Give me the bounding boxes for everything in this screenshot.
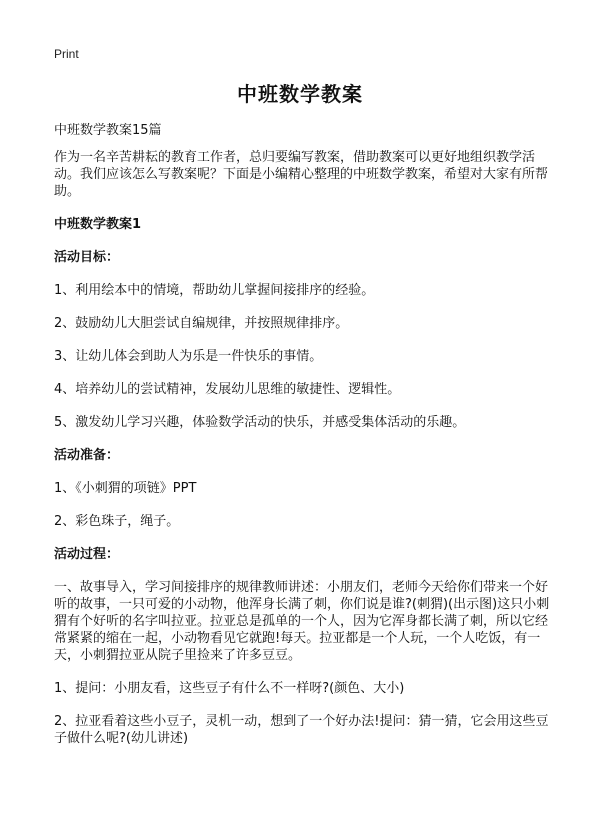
intro-paragraph: 作为一名辛苦耕耘的教育工作者，总归要编写教案，借助教案可以更好地组织教学活动。我们应该怎么写教案呢？下面是小编精心整理的中班数学教案，希望对大家有所帮助。 [54, 150, 549, 199]
section-title: 中班数学教案1 [54, 217, 142, 232]
process-heading: 活动过程： [54, 547, 120, 562]
process-paragraph: 1、提问：小朋友看，这些豆子有什么不一样呀?(颜色、大小) [54, 681, 405, 696]
process-paragraph: 一、故事导入，学习间接排序的规律教师讲述：小朋友们，老师今天给你们带来一个好听的故事，一只可爱的小动物，他浑身长满了刺，你们说是谁?(刺猬)(出示图)这只小刺猬有个好听的名字叫拉亚。拉亚总是孤单的一个人，因为它浑身都长满了刺，所以它经常紧紧的缩在一起，小动物看见它就跑!每天。拉亚都是一个人玩，一个人吃饭，有一天，小刺猬拉亚从院子里捡来了许多豆豆。 [54, 580, 550, 663]
page-title: 中班数学教案 [237, 82, 363, 106]
prep-item: 2、彩色珠子，绳子。 [54, 514, 180, 529]
process-paragraph: 2、拉亚看着这些小豆子，灵机一动，想到了一个好办法!提问：猜一猜，它会用这些豆子做什么呢?(幼儿讲述) [54, 714, 549, 746]
goals-heading: 活动目标： [54, 250, 120, 265]
goal-item: 1、利用绘本中的情境，帮助幼儿掌握间接排序的经验。 [54, 283, 375, 298]
goal-item: 5、激发幼儿学习兴趣，体验数学活动的快乐，并感受集体活动的乐趣。 [54, 415, 466, 430]
goal-item: 3、让幼儿体会到助人为乐是一件快乐的事情。 [54, 349, 323, 364]
prep-heading: 活动准备： [54, 448, 120, 463]
document-subtitle: 中班数学教案15篇 [54, 123, 162, 138]
document-body [54, 122, 554, 763]
prep-item: 1、《小刺猬的项链》PPT [54, 481, 197, 496]
print-label: Print [54, 47, 79, 61]
goal-item: 4、培养幼儿的尝试精神，发展幼儿思维的敏捷性、逻辑性。 [54, 382, 401, 397]
goal-item: 2、鼓励幼儿大胆尝试自编规律，并按照规律排序。 [54, 316, 349, 331]
